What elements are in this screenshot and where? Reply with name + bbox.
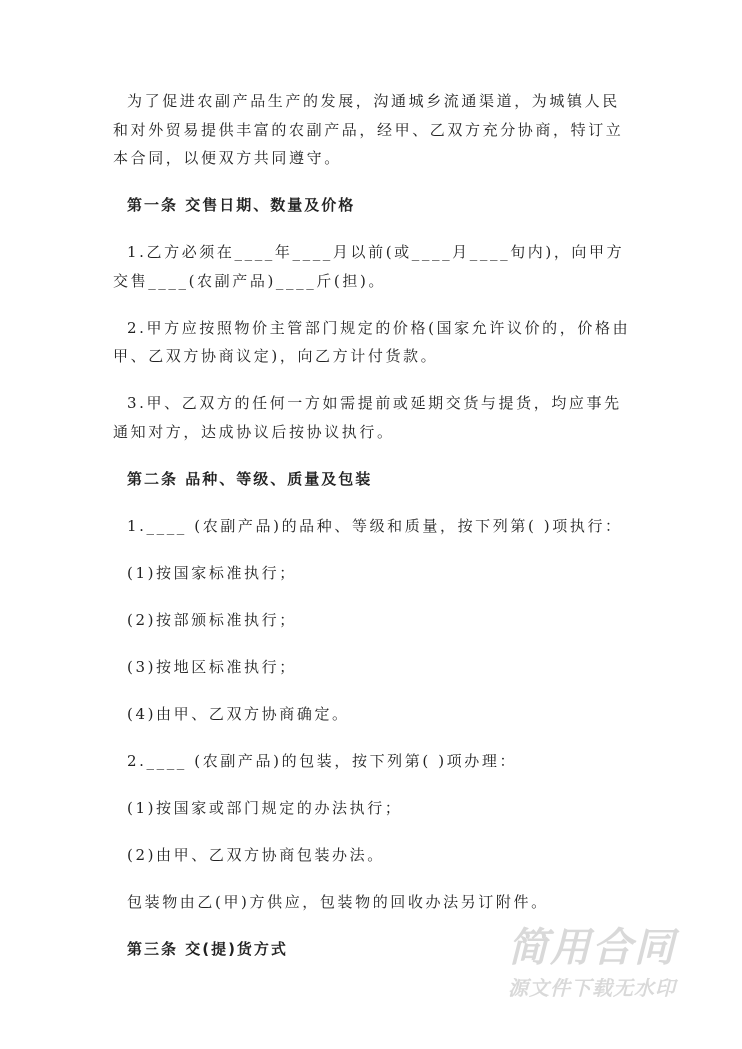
packaging-note: 包装物由乙(甲)方供应，包装物的回收办法另订附件。 (127, 892, 549, 911)
article-1-clause-3: 3.甲、乙双方的任何一方如需提前或延期交货与提货，均应事先通知对方，达成协议后按协议执行。 (113, 394, 622, 441)
article-1-heading: 第一条 交售日期、数量及价格 (127, 196, 356, 214)
article-2-clause-2: 2.____ (农副产品)的包装，按下列第( )项办理： (127, 751, 518, 770)
article-3-heading: 第三条 交(提)货方式 (127, 939, 288, 958)
list-item: (1)按国家或部门规定的办法执行； (127, 798, 403, 817)
article-2-clause-1: 1.____ (农副产品)的品种、等级和质量，按下列第( )项执行： (127, 516, 623, 535)
list-item: (1)按国家标准执行； (127, 563, 297, 582)
article-2-heading: 第二条 品种、等级、质量及包装 (127, 469, 373, 488)
list-item: (4)由甲、乙双方协商确定。 (127, 704, 350, 723)
list-item: (2)由甲、乙双方协商包装办法。 (127, 845, 385, 864)
watermark-title: 简用合同 (508, 925, 676, 971)
intro-paragraph: 为了促进农副产品生产的发展，沟通城乡流通渠道，为城镇人民和对外贸易提供丰富的农副产品，经甲、乙双方充分协商，特订立本合同，以便双方共同遵守。 (113, 92, 624, 167)
list-item: (3)按地区标准执行； (127, 657, 297, 676)
contract-page (113, 87, 633, 982)
list-item: (2)按部颁标准执行； (127, 610, 297, 629)
article-1-clause-1: 1.乙方必须在____年____月以前(或____月____旬内)，向甲方交售____(农副产品)____斤(担)。 (113, 243, 625, 290)
watermark-subtitle: 源文件下载无水印 (508, 976, 676, 1000)
article-1-clause-2: 2.甲方应按照物价主管部门规定的价格(国家允许议价的，价格由甲、乙双方协商议定)，向乙方计付货款。 (113, 318, 631, 365)
